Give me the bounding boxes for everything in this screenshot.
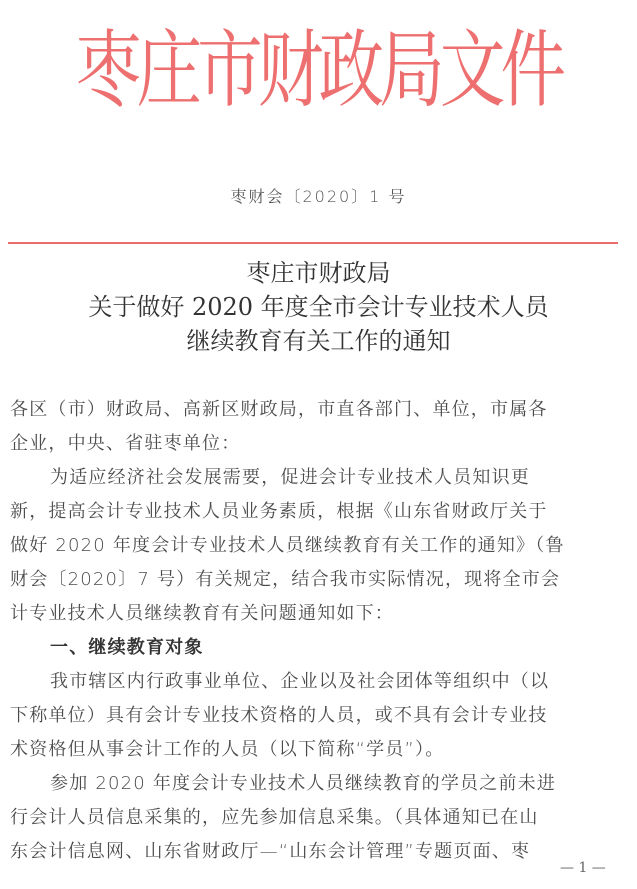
text-line: 东会计信息网、山东省财政厅—“山东会计管理”专题页面、枣 [10,841,531,862]
document-masthead: 枣庄市财政局文件 [75,21,562,119]
text-line: 行会计人员信息采集的，应先参加信息采集。（具体通知已在山 [10,807,539,828]
text-line: 计专业技术人员继续教育有关问题通知如下： [10,603,394,624]
text-line: 参加 2020 年度会计专业技术人员继续教育的学员之前未进 [50,773,557,794]
document-number: 枣财会〔2020〕1 号 [230,187,407,206]
addressee-paragraph [10,393,630,461]
section-heading: 一、继续教育对象 [50,637,204,658]
title-line-issuer: 枣庄市财政局 [246,259,391,287]
red-divider-rule [8,242,618,244]
text-line: 做好 2020 年度会计专业技术人员继续教育有关工作的通知》（鲁 [10,535,565,556]
text-line: 下称单位）具有会计专业技术资格的人员，或不具有会计专业技 [10,705,548,726]
page-number: — 1 — [560,860,606,876]
title-line-subject-cont: 继续教育有关工作的通知 [186,327,451,355]
title-line-subject: 关于做好 2020 年度全市会计专业技术人员 [88,293,549,321]
document-title [0,256,637,358]
intro-paragraph [10,461,630,631]
text-line: 企业，中央、省驻枣单位： [10,433,241,454]
text-line: 我市辖区内行政事业单位、企业以及社会团体等组织中（以 [50,671,550,692]
document-body [10,393,630,869]
text-line: 各区（市）财政局、高新区财政局，市直各部门、单位，市属各 [10,399,548,420]
section1-paragraph-2 [10,767,630,869]
text-line: 术资格但从事会计工作的人员（以下简称“学员”）。 [10,739,445,760]
text-line: 新，提高会计专业技术人员业务素质，根据《山东省财政厅关于 [10,501,548,522]
text-line: 为适应经济社会发展需要，促进会计专业技术人员知识更 [50,467,530,488]
text-line: 财会〔2020〕7 号）有关规定，结合我市实际情况，现将全市会 [10,569,561,590]
section1-paragraph-1 [10,665,630,767]
